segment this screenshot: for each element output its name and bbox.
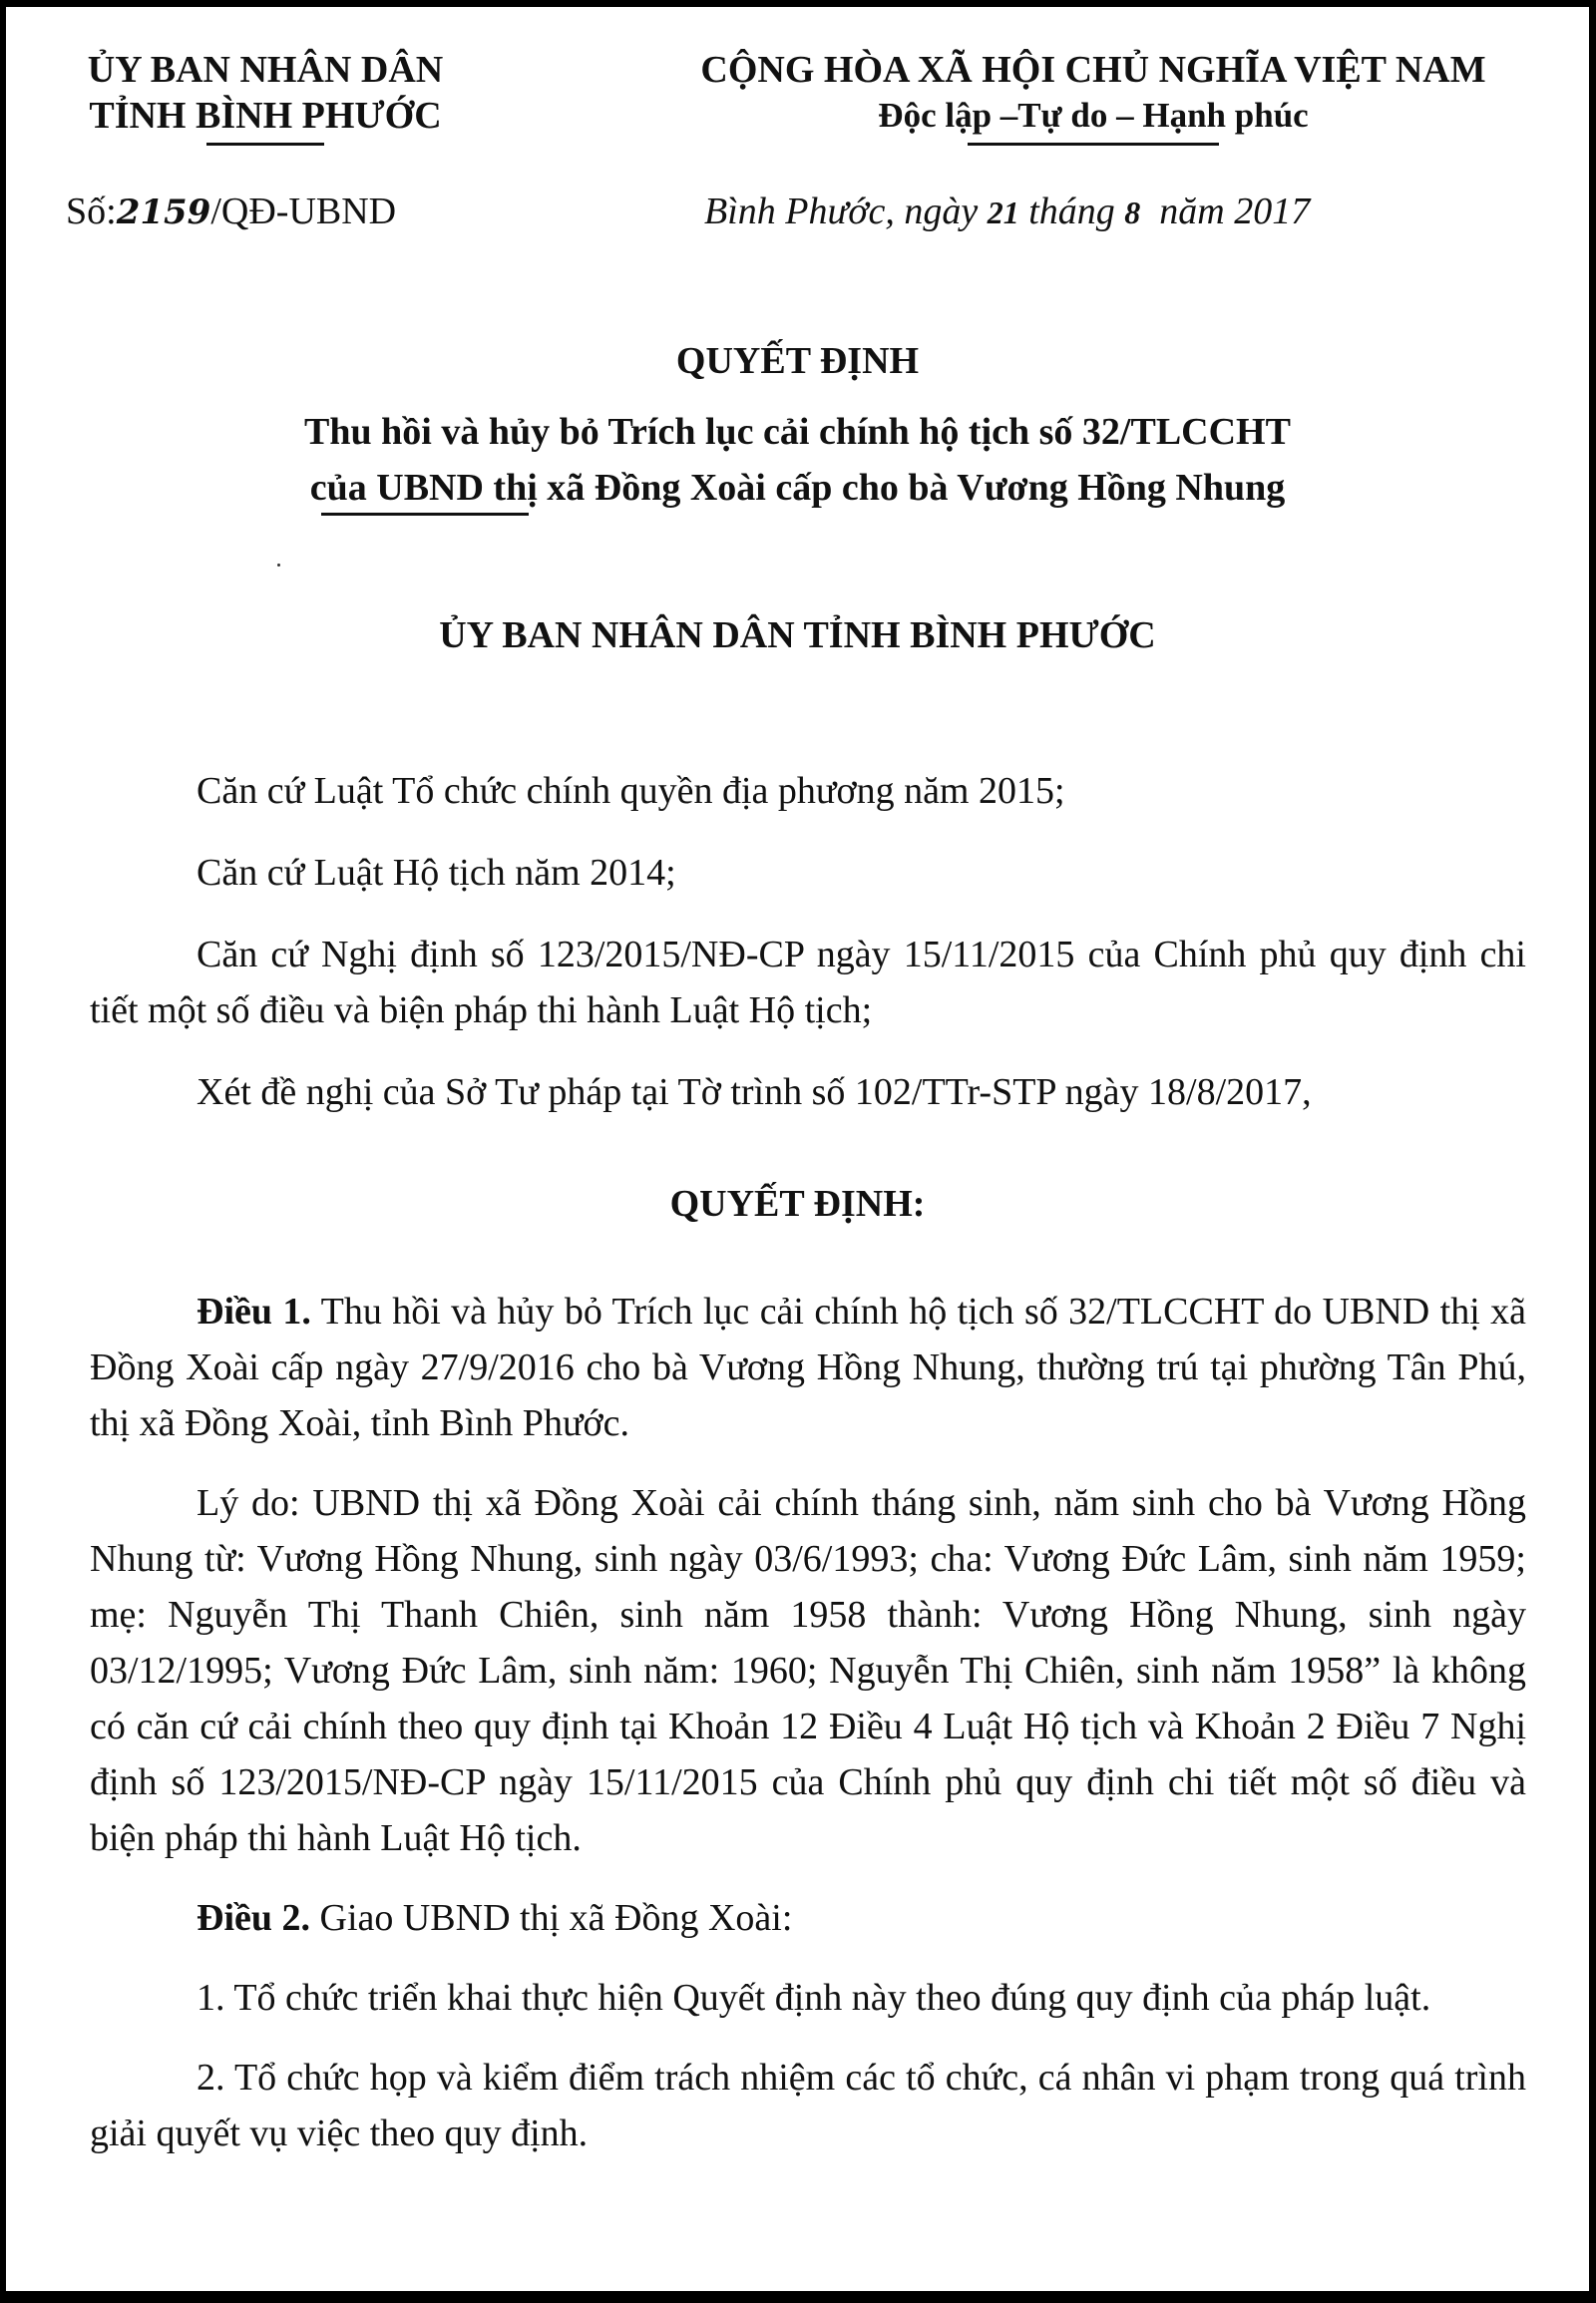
issuer-block xyxy=(56,47,475,146)
preamble-item: Căn cứ Luật Hộ tịch năm 2014; xyxy=(197,852,676,894)
preamble-item: Xét đề nghị của Sở Tư pháp tại Tờ trình số 102/TTr-STP ngày 18/8/2017, xyxy=(197,1071,1312,1113)
issuer-underline xyxy=(206,143,324,146)
preamble-item: Căn cứ Nghị định số 123/2015/NĐ-CP ngày 15/11/2015 của Chính phủ quy định chi tiết một số điều và biện pháp thi hành Luật Hộ tịch; xyxy=(90,934,1526,1031)
doc-number-suffix: /QĐ-UBND xyxy=(210,191,397,232)
national-header xyxy=(644,47,1542,146)
subject-line-2: của UBND thị xã Đồng Xoài cấp cho bà Vương Hồng Nhung xyxy=(309,467,1286,509)
decision-heading: QUYẾT ĐỊNH: xyxy=(669,1183,926,1225)
doc-number-handwritten: 2159 xyxy=(116,192,211,232)
decision-subject xyxy=(6,404,1589,516)
article-2-label: Điều 2. xyxy=(197,1897,310,1939)
article-2-item: 1. Tổ chức triển khai thực hiện Quyết định này theo đúng quy định của pháp luật. xyxy=(197,1977,1431,2019)
article-2 xyxy=(90,1890,1526,1946)
decision-title: QUYẾT ĐỊNH xyxy=(675,340,920,382)
subject-line-1: Thu hồi và hủy bỏ Trích lục cải chính hộ tịch số 32/TLCCHT xyxy=(304,411,1291,453)
date-month-label: tháng xyxy=(1028,191,1115,232)
motto-underline xyxy=(968,143,1219,146)
issuing-authority: ỦY BAN NHÂN DÂN TỈNH BÌNH PHƯỚC xyxy=(439,614,1156,656)
date-year: năm 2017 xyxy=(1159,191,1311,232)
preamble-item: Căn cứ Luật Tổ chức chính quyền địa phương năm 2015; xyxy=(197,770,1065,812)
article-2-text: Giao UBND thị xã Đồng Xoài: xyxy=(310,1897,793,1939)
article-1-text: Thu hồi và hủy bỏ Trích lục cải chính hộ tịch số 32/TLCCHT do UBND thị xã Đồng Xoài cấp ngày 27/9/2016 cho bà Vương Hồng Nhung, thường trú tại phường Tân Phú, thị xã Đồng Xoài, tỉnh Bình Phước. xyxy=(90,1291,1527,1444)
article-1 xyxy=(90,1284,1526,1451)
document-number xyxy=(66,190,396,233)
subject-underline xyxy=(321,513,529,516)
date-line xyxy=(704,190,1310,233)
article-2-item: 2. Tổ chức họp và kiểm điểm trách nhiệm các tổ chức, cá nhân vi phạm trong quá trình giải quyết vụ việc theo quy định. xyxy=(90,2057,1526,2154)
article-1-label: Điều 1. xyxy=(197,1291,311,1333)
nation-name: CỘNG HÒA XÃ HỘI CHỦ NGHĨA VIỆT NAM xyxy=(700,49,1486,91)
date-day: 21 xyxy=(987,194,1019,230)
issuer-line-1: ỦY BAN NHÂN DÂN xyxy=(87,49,444,91)
national-motto: Độc lập –Tự do – Hạnh phúc xyxy=(878,96,1309,135)
doc-number-prefix: Số: xyxy=(66,191,117,232)
article-1-reason: Lý do: UBND thị xã Đồng Xoài cải chính tháng sinh, năm sinh cho bà Vương Hồng Nhung từ: Vương Hồng Nhung, sinh ngày 03/6/1993; cha: Vương Đức Lâm, sinh năm 1959; mẹ: Nguyễn Thị Thanh Chiên, sinh năm 1958 thành: Vương Hồng Nhung, sinh ngày 03/12/1995; Vương Đức Lâm, sinh năm: 1960; Nguyễn Thị Chiên, sinh năm 1958” là không có căn cứ cải chính theo quy định tại Khoản 12 Điều 4 Luật Hộ tịch và Khoản 2 Điều 7 Nghị định số 123/2015/NĐ-CP ngày 15/11/2015 của Chính phủ quy định chi tiết một số điều và biện pháp thi hành Luật Hộ tịch. xyxy=(90,1482,1526,1859)
articles xyxy=(90,1284,1526,2161)
preamble xyxy=(90,763,1526,1120)
document-page xyxy=(6,7,1589,2291)
date-month: 8 xyxy=(1124,194,1141,230)
issuer-line-2: TỈNH BÌNH PHƯỚC xyxy=(89,95,442,137)
scan-speck xyxy=(277,564,280,567)
date-place: Bình Phước, ngày xyxy=(704,191,979,232)
